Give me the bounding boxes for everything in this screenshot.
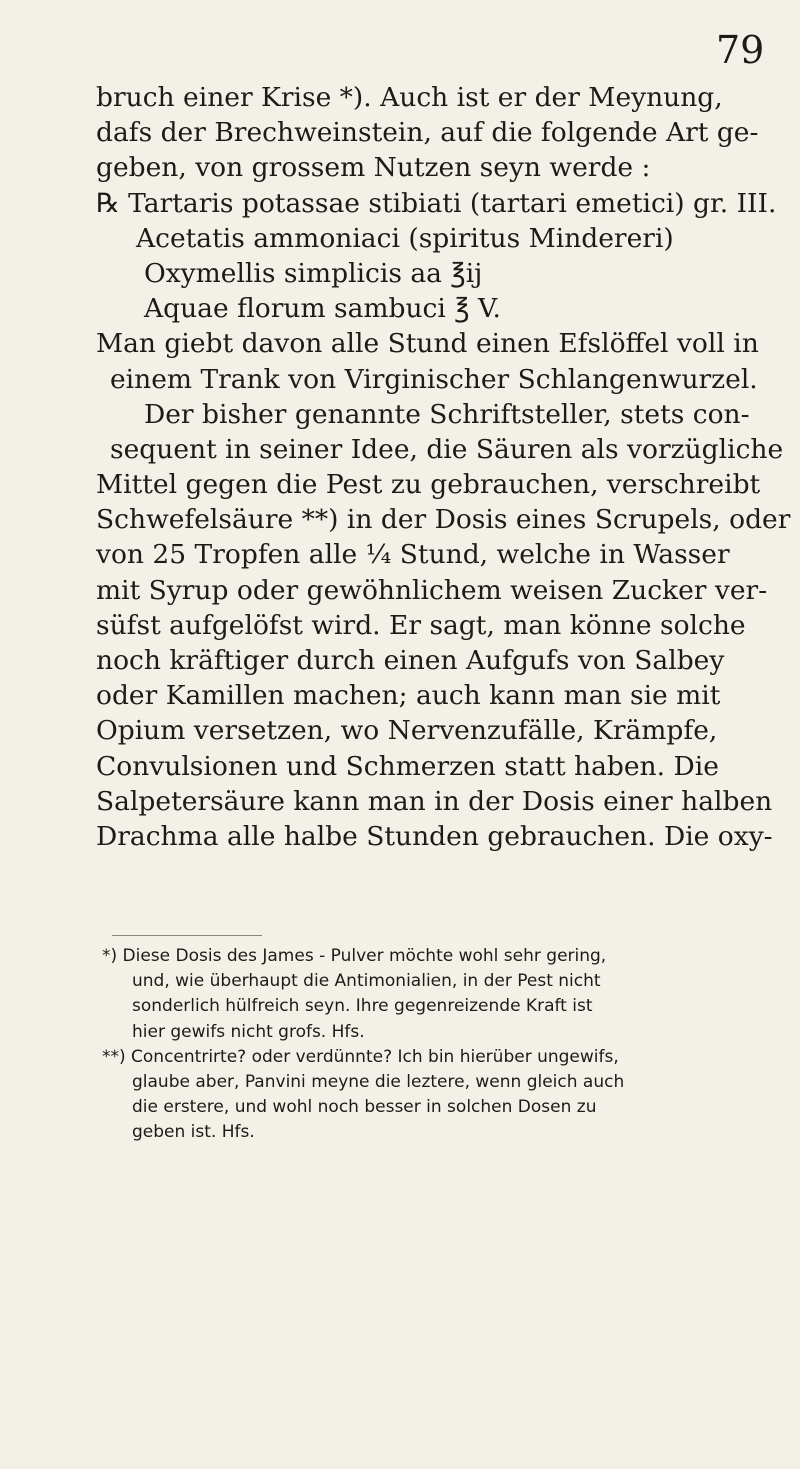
footnote-line: hier gewifs nicht grofs. Hfs. (132, 1021, 365, 1042)
text-line: Salpetersäure kann man in der Dosis einer halben (96, 785, 773, 817)
text-line: Mittel gegen die Pest zu gebrauchen, verschreibt (96, 469, 761, 501)
text-line: Man giebt davon alle Stund einen Efslöffel voll in (96, 328, 759, 360)
text-line: dafs der Brechweinstein, auf die folgende Art ge- (96, 117, 759, 149)
footnote-line: die erstere, und wohl noch besser in solchen Dosen zu (132, 1097, 597, 1118)
text-line: geben, von grossem Nutzen seyn werde : (96, 152, 651, 184)
text-line: oder Kamillen machen; auch kann man sie mit (96, 680, 721, 712)
footnotes (102, 944, 782, 1146)
text-line: Drachma alle halbe Stunden gebrauchen. Die oxy- (96, 820, 773, 852)
prescription-line: Oxymellis simplicis aa ℥ij (144, 257, 483, 289)
main-text (96, 80, 791, 854)
footnote-line: geben ist. Hfs. (132, 1122, 255, 1143)
text-line: noch kräftiger durch einen Aufgufs von Salbey (96, 645, 725, 676)
text-line: Schwefelsäure **) in der Dosis eines Scrupels, oder (96, 504, 791, 536)
footnote-divider (112, 935, 262, 936)
text-line: mit Syrup oder gewöhnlichem weisen Zucker ver- (96, 574, 768, 606)
text-line: bruch einer Krise *). Auch ist er der Meynung, (96, 82, 723, 113)
prescription-line: ℞ Tartaris potassae stibiati (tartari emetici) gr. III. (96, 187, 777, 219)
text-line: einem Trank von Virginischer Schlangenwurzel. (110, 363, 758, 395)
footnote-line: *) Diese Dosis des James - Pulver möchte wohl sehr gering, (102, 946, 607, 966)
footnote-line: **) Concentrirte? oder verdünnte? Ich bin hierüber ungewifs, (102, 1046, 619, 1067)
text-line: Opium versetzen, wo Nervenzufälle, Krämpfe, (96, 715, 718, 747)
footnote-line: glaube aber, Panvini meyne die leztere, wenn gleich auch (132, 1071, 625, 1092)
text-line: sequent in seiner Idee, die Säuren als vorzügliche (110, 433, 784, 465)
text-line: Convulsionen und Schmerzen statt haben. Die (96, 750, 719, 782)
footnote-line: sonderlich hülfreich seyn. Ihre gegenreizende Kraft ist (132, 996, 593, 1017)
footnote-line: und, wie überhaupt die Antimonialien, in der Pest nicht (132, 971, 601, 992)
page-number: 79 (716, 28, 765, 72)
text-line: von 25 Tropfen alle ¼ Stund, welche in Wasser (96, 539, 730, 571)
prescription-line: Aquae florum sambuci ℥ V. (144, 293, 501, 325)
prescription-line: Acetatis ammoniaci (spiritus Mindereri) (136, 222, 674, 254)
paragraph-start: Der bisher genannte Schriftsteller, stets con- (144, 398, 750, 430)
text-line: süfst aufgelöfst wird. Er sagt, man könne solche (96, 609, 746, 641)
